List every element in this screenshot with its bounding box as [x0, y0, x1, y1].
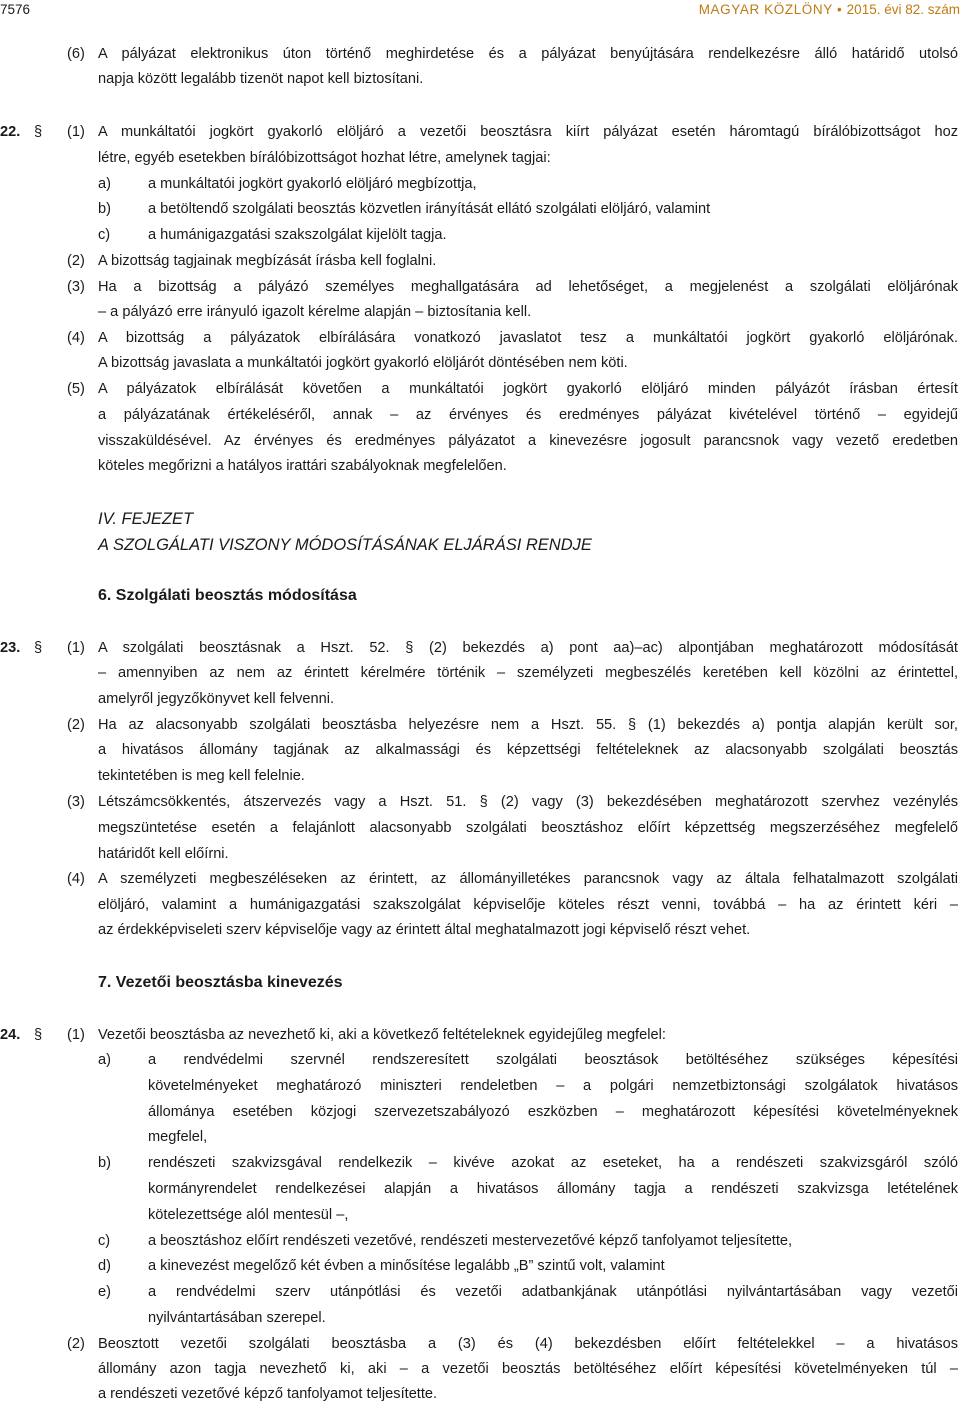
- item-letter: c): [98, 227, 111, 243]
- item-text: nyilvántartásában szerepel.: [148, 1310, 326, 1326]
- text-line: A személyzeti megbeszéléseken az érintett, az állományilletékes parancsnok vagy az általa felhatalmazott szolgálati: [98, 871, 958, 887]
- item-text: a rendvédelmi szerv utánpótlási és vezetői adatbankjának utánpótlási nyilvántartásában vagy vezetői: [148, 1284, 958, 1300]
- text-line: A szolgálati beosztásnak a Hszt. 52. § (2) bekezdés a) pont aa)–ac) alpontjában meghatározott módosítását: [98, 640, 958, 656]
- page-header: [0, 0, 960, 22]
- text-line: az érdekképviseleti szerv képviselője vagy az érintett által meghatalmazott jogi képviselő részt vehet.: [98, 922, 751, 938]
- item-letter: a): [98, 176, 111, 192]
- item-text: kötelezettsége alól mentesül –,: [148, 1207, 349, 1223]
- section-number: 23.: [0, 640, 21, 656]
- paragraph-number: (4): [67, 330, 85, 346]
- text-line: a hivatásos állomány tagjának az alkalmassági és képzettségi feltételeknek az alacsonyabb szolgálati beosztás: [98, 742, 958, 758]
- text-line: A bizottság javaslata a munkáltatói jogkört gyakorló elöljárót döntésében nem köti.: [98, 355, 628, 371]
- text-line: állomány azon tagja nevezhető ki, aki – a vezetői beosztás betöltéséhez előírt képesítési követelményeken túl –: [98, 1361, 958, 1377]
- paragraph-number: (5): [67, 381, 85, 397]
- paragraph-number: (3): [67, 279, 85, 295]
- subtitle-7: 7. Vezetői beosztásba kinevezés: [98, 974, 343, 991]
- text-line: tekintetében is meg kell felelnie.: [98, 768, 305, 784]
- text-line: Létszámcsökkentés, átszervezés vagy a Hszt. 51. § (2) vagy (3) bekezdésében meghatározott szervhez vezénylés: [98, 794, 958, 810]
- text-line: a rendészeti vezetővé képző tanfolyamot teljesítette.: [98, 1386, 438, 1402]
- item-text: a betöltendő szolgálati beosztás közvetlen irányítását ellátó szolgálati elöljáró, valamint: [148, 201, 711, 217]
- paragraph-number: (4): [67, 871, 85, 887]
- paragraph-number: (2): [67, 717, 85, 733]
- item-letter: a): [98, 1052, 111, 1068]
- text-line: Vezetői beosztásba az nevezhető ki, aki a következő feltételeknek egyidejűleg megfelel:: [98, 1027, 666, 1043]
- paragraph-number: (1): [67, 640, 85, 656]
- text-line: – amennyiben az nem az érintett kérelmére történik – személyzeti megbeszélés keretében kell közölni az érintettel,: [98, 665, 958, 681]
- item-text: rendészeti szakvizsgával rendelkezik – kivéve azokat az eseteket, ha a rendészeti szakvizsgáról szóló: [148, 1155, 958, 1171]
- text-line: A pályázat elektronikus úton történő meghirdetése és a pályázat benyújtására rendelkezésre álló határidő utolsó: [98, 46, 958, 62]
- paragraph-number: (3): [67, 794, 85, 810]
- text-line: Ha a bizottság a pályázó személyes meghallgatására ad lehetőséget, a megjelenést a szolgálati elöljárónak: [98, 279, 958, 295]
- text-line: elöljáró, valamint a humánigazgatási szakszolgálat képviselője köteles részt venni, továbbá – ha az érintett kéri –: [98, 897, 958, 913]
- text-line: A bizottság a pályázatok elbírálására vonatkozó javaslatot tesz a munkáltatói jogkört gyakorló elöljárónak.: [98, 330, 958, 346]
- section-sign: §: [34, 124, 43, 140]
- paragraph-number: (1): [67, 1027, 85, 1043]
- section-number: 22.: [0, 124, 21, 140]
- text-line: a pályázatának értékeléséről, annak – az érvényes és eredményes pályázat kivételével történő – egyidejű: [98, 407, 958, 423]
- text-line: köteles megőrizni a hatályos irattári szabályoknak megfelelően.: [98, 458, 507, 474]
- issue-label: 2015. évi 82. szám: [846, 2, 960, 17]
- text-line: – a pályázó erre irányuló igazolt kérelme alapján – biztosítania kell.: [98, 304, 532, 320]
- text-line: Beosztott vezetői szolgálati beosztásba a (3) és (4) bekezdésben előírt feltételekkel – a hivatásos: [98, 1336, 958, 1352]
- item-letter: d): [98, 1258, 111, 1274]
- text-line: határidőt kell előírni.: [98, 846, 229, 862]
- item-text: a rendvédelmi szervnél rendszeresített szolgálati beosztások betöltéséhez szükséges képesítési: [148, 1052, 958, 1068]
- item-text: követelményeket meghatározó miniszteri rendeletben – a polgári nemzetbiztonsági szolgálatok hivatásos: [148, 1078, 958, 1094]
- item-text: a humánigazgatási szakszolgálat kijelölt tagja.: [148, 227, 447, 243]
- section-sign: §: [34, 640, 43, 656]
- journal-header: [699, 2, 960, 17]
- chapter-number: IV. FEJEZET: [98, 510, 194, 528]
- text-line: Ha az alacsonyabb szolgálati beosztásba helyezésre nem a Hszt. 55. § (1) bekezdés a) pontja alapján került sor,: [98, 717, 958, 733]
- text-line: A munkáltatói jogkört gyakorló elöljáró a vezetői beosztásra kiírt pályázat esetén háromtagú bírálóbizottságot hoz: [98, 124, 958, 140]
- paragraph-number: (1): [67, 124, 85, 140]
- text-line: napja között legalább tizenöt napot kell biztosítani.: [98, 71, 424, 87]
- chapter-title: A SZOLGÁLATI VISZONY MÓDOSÍTÁSÁNAK ELJÁRÁSI RENDJE: [98, 536, 592, 554]
- text-line: létre, egyéb esetekben bírálóbizottságot hozhat létre, amelynek tagjai:: [98, 150, 551, 166]
- paragraph-number: (2): [67, 253, 85, 269]
- journal-title: MAGYAR KÖZLÖNY: [698, 2, 833, 17]
- item-text: a beosztáshoz előírt rendészeti vezetővé, rendészeti mestervezetővé képző tanfolyamot teljesítette,: [148, 1233, 793, 1249]
- item-letter: e): [98, 1284, 111, 1300]
- item-letter: c): [98, 1233, 111, 1249]
- text-line: visszaküldésével. Az érvényes és eredményes pályázatot a kinevezésre jogosult parancsnok vagy vezető eredetben: [98, 433, 958, 449]
- page-number: 7576: [0, 2, 31, 17]
- section-sign: §: [34, 1027, 43, 1043]
- text-line: megszüntetése esetén a felajánlott alacsonyabb szolgálati beosztáshoz előírt képzettség megszerzéséhez megfelelő: [98, 820, 958, 836]
- item-text: kormányrendelet rendelkezései alapján a hivatásos állomány tagja a rendészeti szakvizsga letételének: [148, 1181, 958, 1197]
- text-line: A bizottság tagjainak megbízását írásba kell foglalni.: [98, 253, 437, 269]
- paragraph-number: (2): [67, 1336, 85, 1352]
- text-line: A pályázatok elbírálását követően a munkáltatói jogkört gyakorló elöljáró minden pályázót írásban értesít: [98, 381, 958, 397]
- item-text: a kinevezést megelőző két évben a minősítése legalább „B” szintű volt, valamint: [148, 1258, 665, 1274]
- text-line: amelyről jegyzőkönyvet kell felvenni.: [98, 691, 335, 707]
- item-text: a munkáltatói jogkört gyakorló elöljáró megbízottja,: [148, 176, 477, 192]
- item-text: állománya esetében közjogi szervezetszabályozó eszközben – meghatározott képesítési követelményeknek: [148, 1104, 958, 1120]
- item-letter: b): [98, 1155, 111, 1171]
- paragraph-number: (6): [67, 46, 85, 62]
- bullet: •: [836, 2, 843, 17]
- item-letter: b): [98, 201, 111, 217]
- subtitle-6: 6. Szolgálati beosztás módosítása: [98, 587, 357, 604]
- section-number: 24.: [0, 1027, 21, 1043]
- item-text: megfelel,: [148, 1129, 208, 1145]
